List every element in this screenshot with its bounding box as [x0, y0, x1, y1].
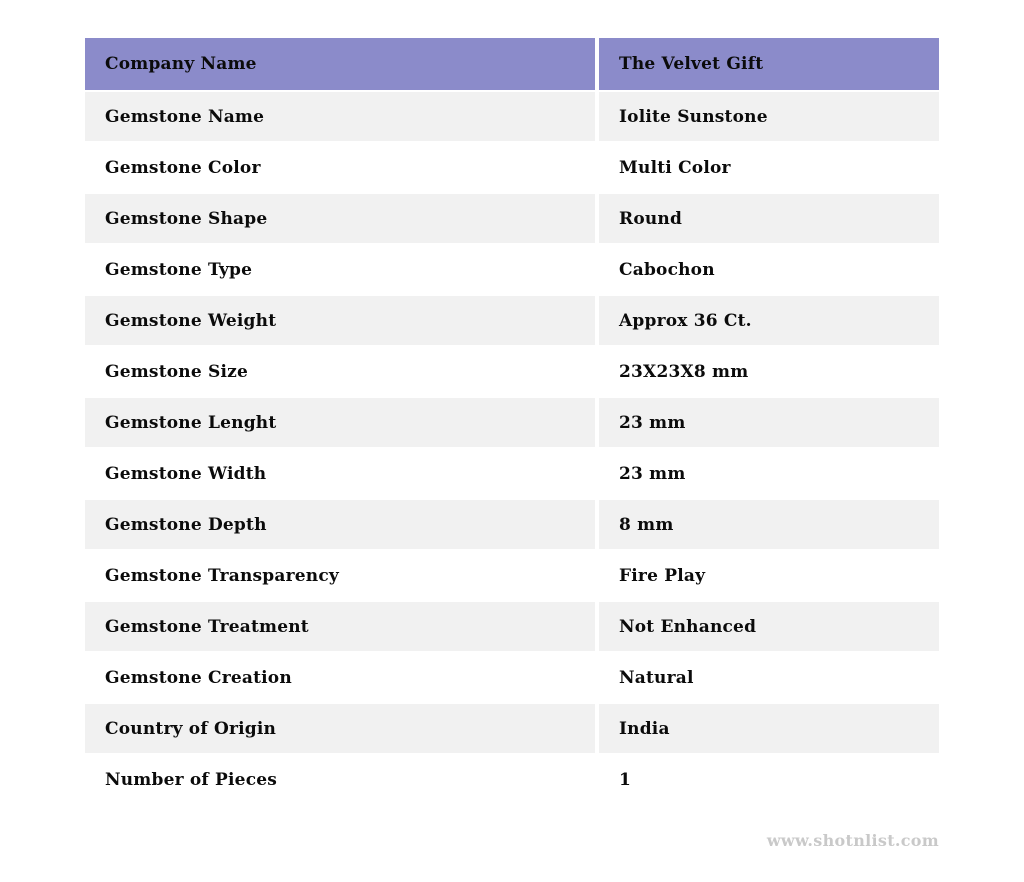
row-value: Multi Color [619, 157, 731, 178]
table-row [85, 551, 939, 600]
row-label: Country of Origin [85, 704, 595, 753]
gemstone-spec-table [85, 38, 939, 806]
table-row [85, 500, 939, 549]
row-value: 23 mm [619, 463, 686, 484]
row-label: Gemstone Lenght [85, 398, 595, 447]
row-value: 23X23X8 mm [619, 361, 749, 382]
row-value: Fire Play [619, 565, 706, 586]
row-label: Gemstone Depth [85, 500, 595, 549]
table-row [85, 449, 939, 498]
row-value: Iolite Sunstone [599, 92, 939, 141]
table-row [85, 398, 939, 447]
row-value: Natural [619, 667, 694, 688]
row-label: Gemstone Transparency [105, 565, 339, 586]
row-value: 1 [619, 769, 632, 790]
table-header-row [85, 38, 939, 90]
table-row [85, 704, 939, 753]
table-row [85, 602, 939, 651]
table-row [85, 194, 939, 243]
row-value: Cabochon [619, 259, 715, 280]
row-label: Gemstone Shape [85, 194, 595, 243]
row-value: Approx 36 Ct. [599, 296, 939, 345]
row-value: India [599, 704, 939, 753]
table-row [85, 143, 939, 192]
table-row [85, 347, 939, 396]
header-company-label: Company Name [85, 38, 595, 90]
row-value: 23 mm [599, 398, 939, 447]
row-value: Round [599, 194, 939, 243]
row-label: Gemstone Color [105, 157, 261, 178]
table-row [85, 92, 939, 141]
table-row [85, 755, 939, 804]
row-label: Gemstone Width [105, 463, 267, 484]
table-body [85, 92, 939, 806]
table-row [85, 296, 939, 345]
row-label: Gemstone Type [105, 259, 253, 280]
row-label: Gemstone Size [105, 361, 248, 382]
row-label: Gemstone Weight [85, 296, 595, 345]
table-row [85, 245, 939, 294]
header-company-value: The Velvet Gift [599, 38, 939, 90]
row-label: Gemstone Treatment [85, 602, 595, 651]
row-value: Not Enhanced [599, 602, 939, 651]
watermark-text: www.shotnlist.com [766, 831, 939, 850]
table-row [85, 653, 939, 702]
row-value: 8 mm [599, 500, 939, 549]
row-label: Gemstone Creation [105, 667, 292, 688]
row-label: Number of Pieces [105, 769, 278, 790]
row-label: Gemstone Name [85, 92, 595, 141]
